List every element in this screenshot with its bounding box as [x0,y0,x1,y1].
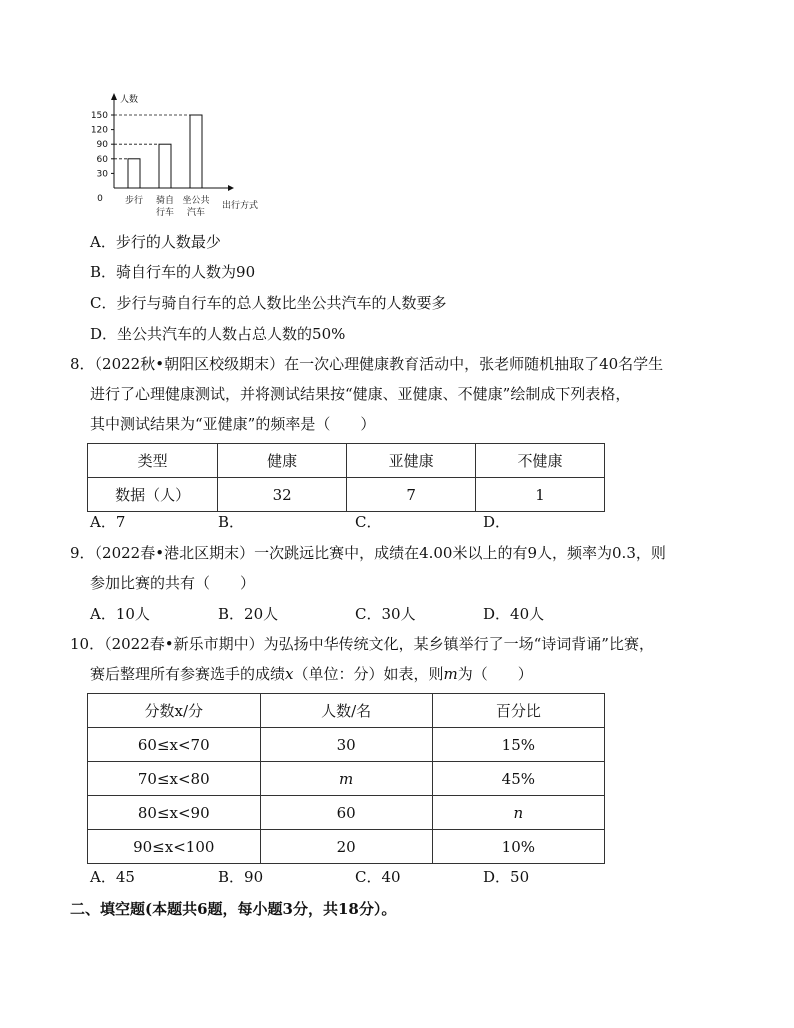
q10-row4-score: 90≤x<100 [88,830,261,864]
y-tick-label: 120 [90,125,108,136]
q10-text-line1: 10．（2022春•新乐市期中）为弘扬中华传统文化，某乡镇举行了一场“诗词背诵”比赛， [70,635,654,653]
bar [159,144,171,188]
q10-row4-count: 20 [260,830,432,864]
q10-row3-count: 60 [260,796,432,830]
x-axis-label: 出行方式 [222,201,259,211]
q8-text-line1: 8．（2022秋•朝阳区校级期末）在一次心理健康教育活动中，张老师随机抽取了40名学生 [70,355,664,373]
q10-header-percent: 百分比 [432,694,604,728]
y-tick-label: 90 [96,140,108,151]
q10-header-score: 分数x/分 [88,694,261,728]
q10-text-line2-part1: 赛后整理所有参赛选手的成绩 [90,665,286,683]
y-axis-arrow [111,93,117,100]
x-tick-label: 汽车 [186,208,206,218]
q7-option-c: C．步行与骑自行车的总人数比坐公共汽车的人数要多 [90,294,447,312]
q10-row2-score: 70≤x<80 [88,762,261,796]
q10-row2-count: m [260,762,432,796]
x-tick-label: 骑自 [155,196,175,206]
y-axis-label: 人数 [120,95,139,105]
section2-title: 二、填空题(本题共6题，每小题3分，共18分）。 [70,900,397,918]
q10-row3-percent: n [432,796,604,830]
q10-row2-percent: 45% [432,762,604,796]
q10-option-c: C．40 [355,868,401,886]
q8-table [87,443,605,512]
q8-header-type: 类型 [88,444,218,478]
q8-cell-healthy: 32 [218,478,347,512]
q7-option-b: B．骑自行车的人数为90 [90,263,256,281]
q10-row4-percent: 10% [432,830,604,864]
q10-option-b: B．90 [218,868,264,886]
q9-text-line1: 9．（2022春•港北区期末）一次跳远比赛中，成绩在4.00米以上的有9人，频率为0.3，则 [70,544,666,562]
q9-text-line2: 参加比赛的共有（ ） [90,574,256,592]
y-tick-label: 30 [96,169,108,180]
q8-cell-unhealthy: 1 [476,478,605,512]
q7-option-a: A．步行的人数最少 [90,233,221,251]
q10-row1-score: 60≤x<70 [88,728,261,762]
q8-cell-subhealthy: 7 [347,478,476,512]
q8-header-unhealthy: 不健康 [476,444,605,478]
q10-var-m: m [443,665,458,683]
q10-table [87,693,605,864]
q9-option-a: A．10人 [90,605,150,623]
q8-text-line3: 其中测试结果为“亚健康”的频率是（ ） [90,415,376,433]
q10-row1-percent: 15% [432,728,604,762]
q10-var-x: x [285,665,294,683]
x-tick-label: 行车 [155,208,175,218]
q10-text-line2-part3: 为（ ） [457,665,533,683]
bar [190,115,202,188]
x-tick-label: 坐公共 [182,196,210,206]
q10-row1-count: 30 [260,728,432,762]
bar [128,159,140,188]
q9-option-c: C．30人 [355,605,416,623]
q9-option-d: D．40人 [483,605,545,623]
q10-option-d: D．50 [483,868,530,886]
q10-header-count: 人数/名 [260,694,432,728]
q8-option-d: D． [483,513,511,531]
q8-header-subhealthy: 亚健康 [347,444,476,478]
q8-text-line2: 进行了心理健康测试，并将测试结果按“健康、亚健康、不健康”绘制成下列表格， [90,385,631,403]
y-tick-label: 0 [97,194,103,204]
q8-option-a: A．7 [90,513,126,531]
travel-mode-bar-chart [78,88,278,223]
y-tick-label: 60 [96,154,108,165]
x-axis-arrow [228,185,234,191]
q8-row-label: 数据（人） [88,478,218,512]
q8-header-healthy: 健康 [218,444,347,478]
q10-row3-score: 80≤x<90 [88,796,261,830]
q10-option-a: A．45 [90,868,135,886]
q10-text-line2 [90,664,533,684]
x-tick-label: 步行 [124,196,144,206]
q8-option-b: B． [218,513,245,531]
q7-option-d: D．坐公共汽车的人数占总人数的50% [90,325,346,343]
q9-option-b: B．20人 [218,605,279,623]
q8-option-c: C． [355,513,382,531]
q10-text-line2-part2: （单位：分）如表，则 [293,665,444,683]
y-tick-label: 150 [90,111,108,121]
